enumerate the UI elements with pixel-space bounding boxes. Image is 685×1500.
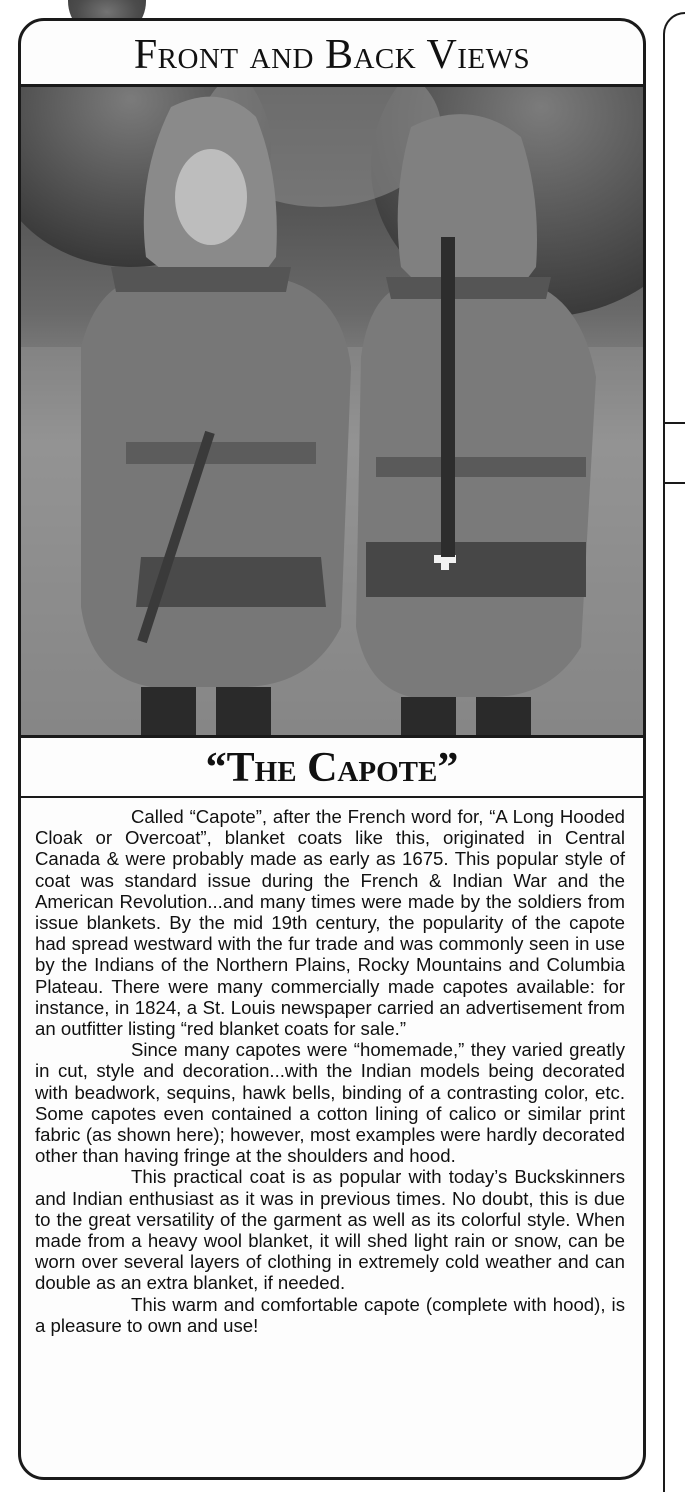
adjacent-page-edge xyxy=(663,12,685,1492)
article-paragraph: Since many capotes were “homemade,” they varied greatly in cut, style and decoration...with the Indian models being decorated with beadwork, sequins, hawk bells, binding of a contrasting color, etc. Some capotes even contained a cotton lining of calico or similar print fabric (as shown here); however, most examples were hardly decorated other than having fringe at the shoulders and hood. xyxy=(35,1039,625,1167)
article-frame xyxy=(18,18,646,1480)
article-body xyxy=(21,798,643,1336)
article-paragraph: This warm and comfortable capote (complete with hood), is a pleasure to own and use! xyxy=(35,1293,625,1336)
page-title: Front and Back Views xyxy=(21,21,643,87)
edge-divider xyxy=(665,482,685,484)
article-paragraph: This practical coat is as popular with today’s Buckskinners and Indian enthusiast as it was in previous times. No doubt, this is due to the great versatility of the garment as well as its colorful style. When made from a heavy wool blanket, it will shed light rain or snow, can be worn over several layers of clothing in extremely cold weather and can double as an extra blanket, if needed. xyxy=(35,1166,625,1294)
photograph xyxy=(21,87,643,738)
article-paragraph: Called “Capote”, after the French word for, “A Long Hooded Cloak or Overcoat”, blanket coats like this, originated in Central Canada & were probably made as early as 1675. This popular style of coat was standard issue during the French & Indian War and the American Revolution...and many times were made by the soldiers from issue blankets. By the mid 19th century, the popularity of the capote had spread westward with the fur trade and was commonly seen in use by the Indians of the Northern Plains, Rocky Mountains and Columbia Plateau. There were many commercially made capotes available: for instance, in 1824, a St. Louis newspaper carried an advertisement from an outfitter listing “red blanket coats for sale.” xyxy=(35,806,625,1040)
article-title: “The Capote” xyxy=(21,738,643,798)
photograph-two-children-in-capotes-icon xyxy=(21,87,643,735)
edge-divider xyxy=(665,422,685,424)
